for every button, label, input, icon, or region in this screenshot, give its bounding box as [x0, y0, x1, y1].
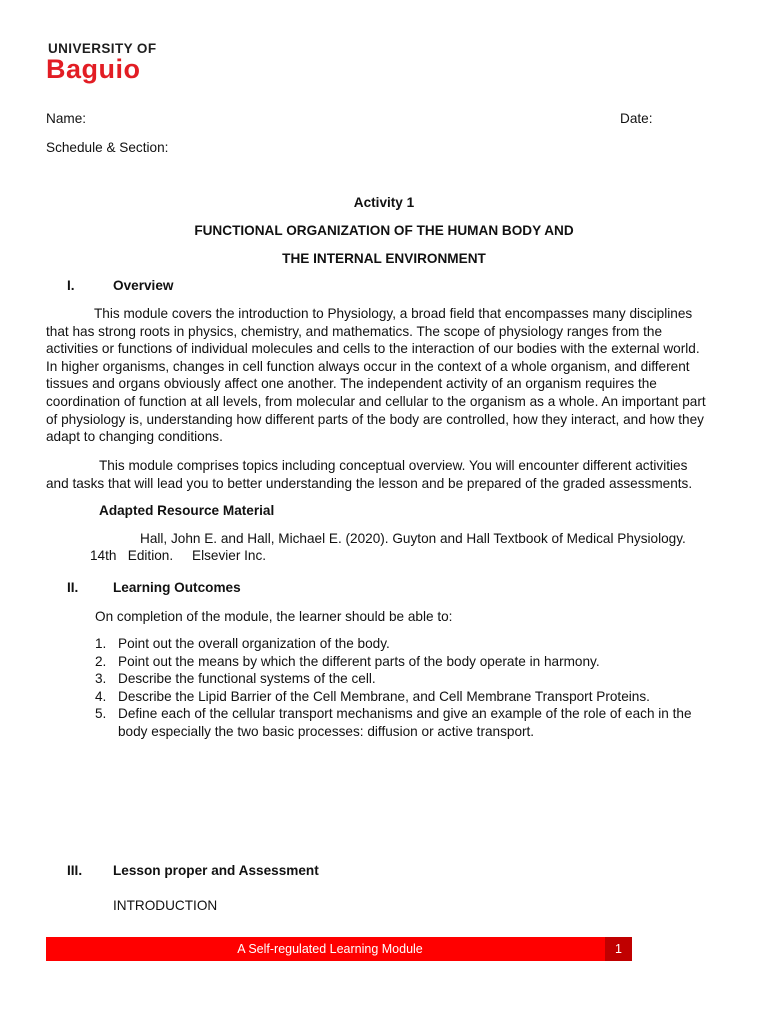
list-item-text: Define each of the cellular transport mechanisms and give an example of the role of each in the [118, 706, 692, 722]
university-logo-line1: UNIVERSITY OF [48, 41, 157, 56]
section-2-number: II. [67, 580, 79, 595]
list-item-number: 3. [95, 671, 107, 687]
university-logo-line2: Baguio [46, 54, 141, 84]
introduction-subheading: INTRODUCTION [113, 898, 218, 913]
section-3-title: Lesson proper and Assessment [113, 863, 319, 878]
section-1-title: Overview [113, 278, 174, 293]
list-item-number: 2. [95, 653, 107, 669]
activity-title: Activity 1 [353, 195, 415, 210]
list-item-text: Point out the overall organization of the body. [118, 636, 390, 651]
text-line: This module comprises topics including conceptual overview. You will encounter different activities [99, 458, 688, 473]
document-title-line1: FUNCTIONAL ORGANIZATION OF THE HUMAN BODY AND [194, 223, 574, 238]
section-2-title: Learning Outcomes [113, 580, 241, 595]
text-line: of physiology is, understanding how different parts of the body are controlled, how they interact, and how they [46, 411, 704, 427]
list-item-text: Describe the functional systems of the cell. [118, 671, 376, 687]
text-line: coordination of function at all levels, from molecular and cellular to the organism as a whole. An important part [46, 393, 706, 409]
list-item [95, 705, 735, 740]
outcomes-intro: On completion of the module, the learner should be able to: [95, 609, 453, 624]
page-number: 1 [605, 937, 632, 961]
text-line: tissues and organs obviously affect one another. The independent activity of an organism requires the [46, 376, 657, 392]
list-item-number: 5. [95, 706, 107, 722]
text-line: adapt to changing conditions. [46, 429, 223, 445]
list-item-number: 4. [95, 688, 107, 704]
list-item-text-cont: body especially the two basic processes: diffusion or active transport. [118, 723, 535, 739]
resource-citation-line1: Hall, John E. and Hall, Michael E. (2020). Guyton and Hall Textbook of Medical Physiology. [140, 531, 686, 546]
resource-heading: Adapted Resource Material [99, 503, 275, 518]
list-item [95, 688, 735, 706]
text-line: In higher organisms, changes in cell function always occur in the context of a whole organism, and different [46, 358, 690, 374]
footer-module-label: A Self-regulated Learning Module [237, 942, 423, 956]
resource-citation-line2: 14th Edition. Elsevier Inc. [90, 548, 267, 563]
text-line: activities or functions of individual molecules and cells to the interaction of our bodies with the external world. [46, 341, 700, 357]
outcomes-list [95, 635, 735, 741]
overview-paragraph-1 [46, 305, 726, 446]
text-line: and tasks that will lead you to better understanding the lesson and be prepared of the graded assessments. [46, 475, 693, 491]
section-3-number: III. [67, 863, 83, 878]
list-item [95, 670, 735, 688]
overview-paragraph-2 [46, 457, 726, 492]
text-line: This module covers the introduction to Physiology, a broad field that encompasses many disciplines [94, 306, 693, 321]
schedule-section-label: Schedule & Section: [46, 140, 169, 155]
name-label: Name: [46, 111, 87, 126]
list-item-text: Point out the means by which the different parts of the body operate in harmony. [118, 653, 600, 669]
document-title-line2: THE INTERNAL ENVIRONMENT [282, 251, 486, 266]
text-line: that has strong roots in physics, chemistry, and mathematics. The scope of physiology ranges from the [46, 323, 663, 339]
list-item [95, 653, 735, 671]
section-1-number: I. [67, 278, 75, 293]
date-label: Date: [620, 111, 653, 126]
list-item-number: 1. [95, 636, 107, 651]
list-item [95, 635, 735, 653]
list-item-text: Describe the Lipid Barrier of the Cell Membrane, and Cell Membrane Transport Proteins. [118, 688, 650, 704]
